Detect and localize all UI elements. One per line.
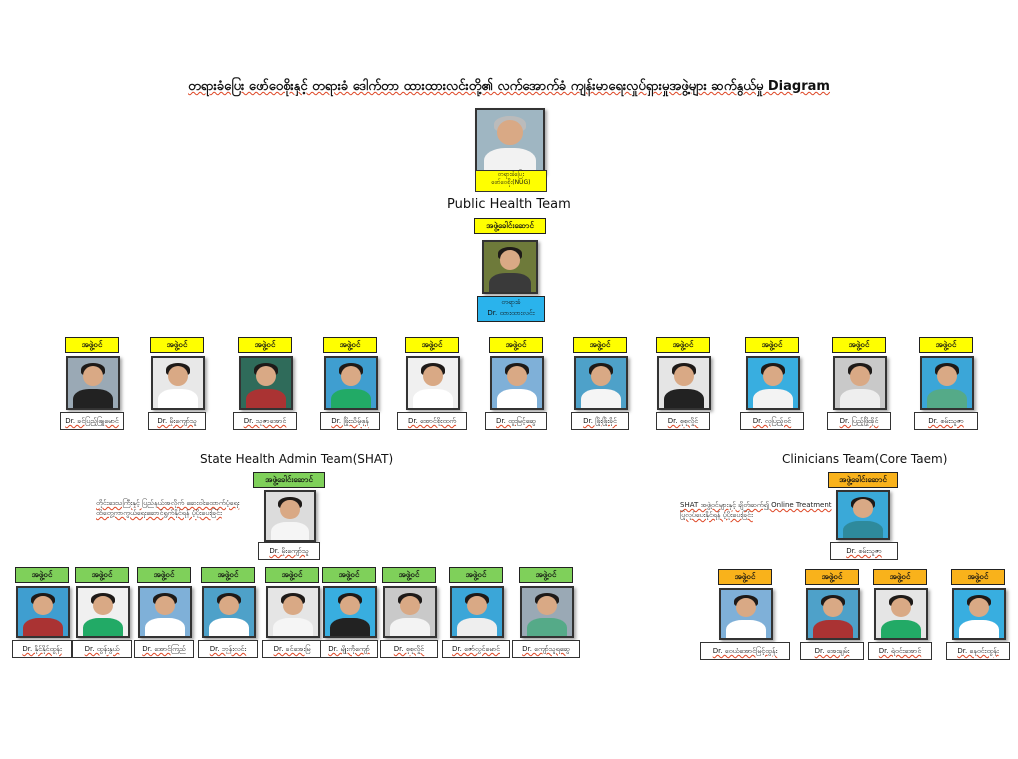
shat-member-name: Dr. စုစုလှိုင် bbox=[380, 640, 438, 658]
shat-member-tag: အဖွဲ့ဝင် bbox=[15, 567, 69, 583]
public-health-member-name: Dr. ခင်ပြည့်ဖြူမောင် bbox=[60, 412, 124, 430]
clinicians-member-tag: အဖွဲ့ဝင် bbox=[873, 569, 927, 585]
shat-label: State Health Admin Team(SHAT) bbox=[200, 452, 394, 466]
public-health-member-tag: အဖွဲ့ဝင် bbox=[65, 337, 119, 353]
clinicians-member-tag: အဖွဲ့ဝင် bbox=[805, 569, 859, 585]
public-health-member-photo bbox=[239, 356, 293, 410]
clinicians-leader-name: Dr. စမ်းသူဇာ bbox=[830, 542, 898, 560]
clinicians-member-photo bbox=[719, 588, 773, 640]
shat-leader-name: Dr. မိုးကျော်သူ bbox=[258, 542, 320, 560]
public-health-member-photo bbox=[490, 356, 544, 410]
shat-member-tag: အဖွဲ့ဝင် bbox=[322, 567, 376, 583]
public-health-member-tag: အဖွဲ့ဝင် bbox=[238, 337, 292, 353]
public-health-member-name: Dr. ဖြိုးသိမ့်ဖုန် bbox=[320, 412, 380, 430]
public-health-member-tag: အဖွဲ့ဝင် bbox=[323, 337, 377, 353]
public-health-member-name: Dr. သုဇာအောင် bbox=[233, 412, 297, 430]
clinicians-member-name: Dr. နေဝင်းထွန်း bbox=[946, 642, 1010, 660]
shat-member-tag: အဖွဲ့ဝင် bbox=[449, 567, 503, 583]
public-health-member-name: Dr. စမ်းသူဇာ bbox=[914, 412, 978, 430]
shat-member-photo bbox=[383, 586, 437, 638]
public-health-member-photo bbox=[746, 356, 800, 410]
public-health-member-name: Dr. လှပြည့်ဝင် bbox=[740, 412, 804, 430]
shat-member-photo bbox=[16, 586, 70, 638]
shat-leader-tag: အဖွဲ့ခေါင်းဆောင် bbox=[253, 472, 325, 488]
shat-member-tag: အဖွဲ့ဝင် bbox=[137, 567, 191, 583]
clinicians-member-tag: အဖွဲ့ဝင် bbox=[951, 569, 1005, 585]
clinicians-member-photo bbox=[952, 588, 1006, 640]
shat-note: တိုင်းဒေသကြီးနှင့် ပြည်နယ်အလိုက် ဆေးဝါးထောက်ပံ့ရေး ထိတွေ့ကာကွယ်ရေးဆောင်ရွက်နိုင်ရန် ပံ့ပိုးပေးခြင်း bbox=[96, 499, 240, 517]
shat-member-name: Dr. ခင်အေးမြ bbox=[262, 640, 322, 658]
shat-member-photo bbox=[450, 586, 504, 638]
shat-member-name: Dr. နိုင်နိုင်ထွန်း bbox=[12, 640, 72, 658]
shat-member-name: Dr. ကျော်သူရဆွေ bbox=[512, 640, 580, 658]
shat-member-tag: အဖွဲ့ဝင် bbox=[201, 567, 255, 583]
clinicians-leader-photo bbox=[836, 490, 890, 540]
public-health-member-tag: အဖွဲ့ဝင် bbox=[573, 337, 627, 353]
shat-member-tag: အဖွဲ့ဝင် bbox=[519, 567, 573, 583]
public-health-member-tag: အဖွဲ့ဝင် bbox=[832, 337, 886, 353]
public-health-member-photo bbox=[657, 356, 711, 410]
public-health-member-photo bbox=[406, 356, 460, 410]
public-health-member-photo bbox=[574, 356, 628, 410]
shat-member-photo bbox=[138, 586, 192, 638]
public-health-member-name: Dr. အောင်စိုးထက် bbox=[397, 412, 467, 430]
shat-member-name: Dr. ဘုန်းလင်း bbox=[198, 640, 258, 658]
shat-member-photo bbox=[202, 586, 256, 638]
diagram-title: တရားခံပြေး ဖော်ဝေစိုးနှင့် တရားခံ ဒေါက်တာ ထားထားလင်းတို့၏ လက်အောက်ခံ ကျန်းမာရေးလှုပ်ရှားမှုအဖွဲ့များ ဆက်နွယ်မှု Diagram bbox=[188, 79, 830, 94]
public-health-member-photo bbox=[324, 356, 378, 410]
shat-member-name: Dr. ဇော်လွင်မောင် bbox=[442, 640, 510, 658]
public-health-member-tag: အဖွဲ့ဝင် bbox=[489, 337, 543, 353]
top-person-photo bbox=[475, 108, 545, 174]
clinicians-member-name: Dr. ရဲဝင်းအောင် bbox=[868, 642, 932, 660]
public-health-member-tag: အဖွဲ့ဝင် bbox=[405, 337, 459, 353]
public-health-member-photo bbox=[151, 356, 205, 410]
public-health-member-name: Dr. မိုးကျော်သူ bbox=[148, 412, 206, 430]
clinicians-member-photo bbox=[874, 588, 928, 640]
shat-member-tag: အဖွဲ့ဝင် bbox=[75, 567, 129, 583]
shat-member-tag: အဖွဲ့ဝင် bbox=[265, 567, 319, 583]
shat-member-photo bbox=[520, 586, 574, 638]
shat-member-name: Dr. အောင်ကြည် bbox=[134, 640, 194, 658]
shat-member-name: Dr. မျိုးကိုကျော် bbox=[320, 640, 378, 658]
public-health-member-tag: အဖွဲ့ဝင် bbox=[919, 337, 973, 353]
shat-member-tag: အဖွဲ့ဝင် bbox=[382, 567, 436, 583]
public-health-member-name: Dr. ဖြိုးဖြိုးခိုင် bbox=[571, 412, 629, 430]
public-health-member-tag: အဖွဲ့ဝင် bbox=[745, 337, 799, 353]
public-health-member-tag: အဖွဲ့ဝင် bbox=[656, 337, 710, 353]
clinicians-leader-tag: အဖွဲ့ခေါင်းဆောင် bbox=[828, 472, 898, 488]
public-health-leader-photo bbox=[482, 240, 538, 294]
public-health-member-name: Dr. စုစုလှိုင် bbox=[656, 412, 710, 430]
public-health-member-photo bbox=[66, 356, 120, 410]
shat-member-photo bbox=[76, 586, 130, 638]
shat-member-photo bbox=[266, 586, 320, 638]
clinicians-member-tag: အဖွဲ့ဝင် bbox=[718, 569, 772, 585]
clinicians-member-photo bbox=[806, 588, 860, 640]
public-health-leader-tag: အဖွဲ့ခေါင်းဆောင် bbox=[474, 218, 546, 234]
shat-leader-photo bbox=[264, 490, 316, 542]
top-person-caption: တရားခံပြေး ဖော်ဝေစိုး(NUG) bbox=[475, 170, 547, 192]
clinicians-note: SHAT အဖွဲ့ဝင်များနှင့် ချိတ်ဆက်၍ Online Treatment ပြုလုပ်ပေးနိုင်ရန် ပံ့ပိုးပေးခြင်း bbox=[680, 501, 832, 519]
clinicians-member-name: Dr. ဝေယံအောင်မြင့်ထွန်း bbox=[700, 642, 790, 660]
public-health-member-tag: အဖွဲ့ဝင် bbox=[150, 337, 204, 353]
clinicians-label: Clinicians Team(Core Taem) bbox=[782, 452, 948, 466]
public-health-member-name: Dr. ပြည့်ဖြိုးခိုင် bbox=[827, 412, 891, 430]
public-health-member-photo bbox=[833, 356, 887, 410]
shat-member-photo bbox=[323, 586, 377, 638]
public-health-member-name: Dr. ထူးမြင့်ဆွေ bbox=[485, 412, 547, 430]
shat-member-name: Dr. ထွန်းနွယ် bbox=[72, 640, 132, 658]
public-health-label: Public Health Team bbox=[447, 197, 571, 212]
public-health-member-photo bbox=[920, 356, 974, 410]
public-health-leader-caption: တရားခံ Dr. ထားထားလင်း bbox=[477, 296, 545, 322]
clinicians-member-name: Dr. အေးချမ်း bbox=[800, 642, 864, 660]
